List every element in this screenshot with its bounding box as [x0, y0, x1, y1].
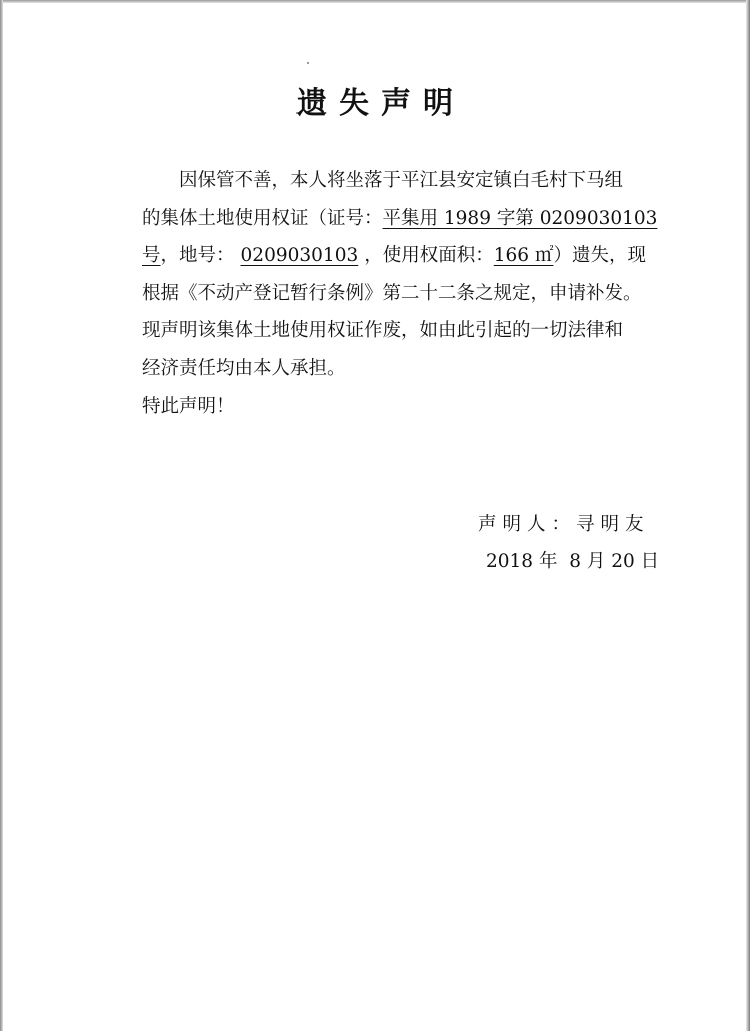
signature-date: 2018 年 8 月 20 日	[486, 551, 660, 572]
body-line-5: 现声明该集体土地使用权证作废，如由此引起的一切法律和	[142, 320, 624, 342]
scan-speck	[307, 62, 309, 64]
body-line-2-prefix: 的集体土地使用权证（证号：	[142, 207, 383, 229]
body-line-7: 特此声明！	[142, 395, 235, 417]
declaration-body	[142, 162, 658, 425]
scan-edge-top	[0, 0, 750, 3]
document-title: 遗失声明	[297, 86, 465, 121]
body-line-3	[142, 237, 650, 275]
signature-block	[470, 506, 690, 580]
body-line-3-start: 号	[142, 245, 161, 267]
body-line-4: 根据《不动产登记暂行条例》第二十二条之规定，申请补发。	[142, 282, 642, 304]
certificate-number: 平集用 1989 字第 0209030103	[382, 207, 658, 229]
body-line-1: 因保管不善，本人将坐落于平江县安定镇白毛村下马组	[179, 170, 624, 191]
area-label: ，使用权面积：	[364, 245, 494, 267]
body-line-2	[142, 200, 658, 238]
area-value: 166 ㎡	[493, 245, 554, 267]
body-line-6: 经济责任均由本人承担。	[142, 357, 346, 379]
parcel-label: ，地号：	[160, 245, 235, 267]
scan-edge-left	[0, 0, 3, 1031]
scan-edge-right	[746, 0, 750, 1031]
body-line-3-end: ）遗失，现	[553, 245, 646, 267]
declarant-line: 声明人：寻明友	[478, 514, 650, 535]
parcel-number: 0209030103	[240, 245, 359, 267]
